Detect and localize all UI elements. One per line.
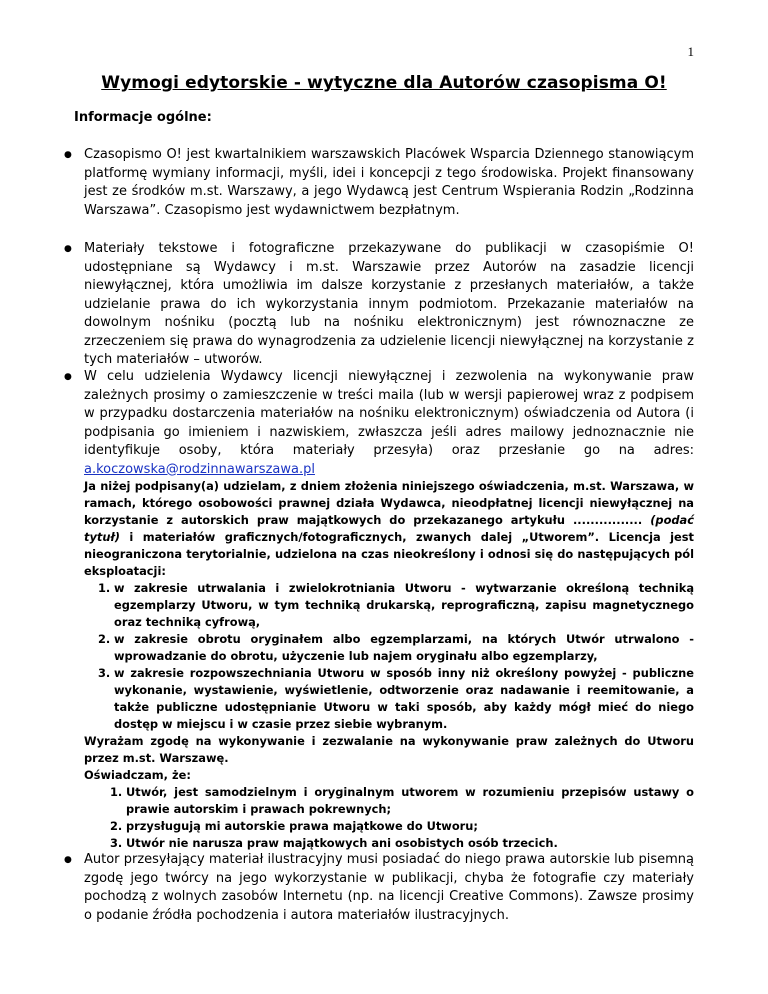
bullet-icon: ● [64, 372, 72, 382]
bullet-icon: ● [64, 150, 72, 160]
list-item-text: w zakresie utrwalania i zwielokrotniania Utworu - wytwarzanie określoną techniką egzemplarzy Utworu, w tym techniką drukarską, reprograficzną, zapisu magnetycznego oraz techniką cyfrową, [114, 581, 694, 629]
title-placeholder: (podać tytuł) [84, 513, 694, 544]
bullet-item-3 [64, 368, 694, 479]
list-item [84, 665, 694, 733]
bullet-text-4: Autor przesyłający materiał ilustracyjny musi posiadać do niego prawa autorskie lub pisemną zgodę jego twórcy na jego wykorzystanie w publikacji, chyba że fotografie czy materiały pochodzą z wolnych zasobów Internetu (np. na licencji Creative Commons). Zawsze prosimy o podanie źródła pochodzenia i autora materiałów ilustracyjnych. [84, 852, 694, 923]
email-link-line [74, 461, 694, 480]
bullet-item-2 [64, 240, 694, 370]
list-item [84, 818, 694, 835]
list-item-text: Utwór nie narusza praw majątkowych ani osobistych osób trzecich. [126, 836, 558, 850]
list-number: 2. [98, 632, 111, 646]
bullet-text-2: Materiały tekstowe i fotograficzne przekazywane do publikacji w czasopiśmie O! udostępniane są Wydawcy i m.st. Warszawie przez Autorów na zasadzie licencji niewyłącznej, która umożliwia im dalsze korzystanie z przesłanych materiałów, a także udzielanie prawa do ich wykorzystania innym podmiotom. Przekazanie materiałów na dowolnym nośniku (pocztą lub na nośniku elektronicznym) jest równoznaczne ze zrzeczeniem się prawa do wynagrodzenia za udzielenie licencji niewyłącznej na korzystanie z tych materiałów – utworów. [84, 241, 694, 367]
list-item-text: w zakresie rozpowszechniania Utworu w sposób inny niż określony powyżej - publiczne wykonanie, wystawienie, wyświetlenie, odtworzenie oraz nadawanie i reemitowanie, a także publiczne udostępnianie Utworu w taki sposób, aby każdy mógł mieć do niego dostęp w miejscu i w czasie przez siebie wybranym. [114, 666, 694, 731]
statements-list [84, 784, 694, 852]
list-item-text: Utwór, jest samodzielnym i oryginalnym utworem w rozumieniu przepisów ustawy o prawie autorskim i prawach pokrewnych; [126, 785, 694, 816]
bullet-item-1 [64, 146, 694, 220]
bullet-text-3: W celu udzielenia Wydawcy licencji niewyłącznej i zezwolenia na wykonywanie praw zależnych prosimy o zamieszczenie w treści maila (lub w wersji papierowej wraz z podpisem w przypadku dostarczenia materiałów na nośniku elektronicznym) oświadczenia od Autora (i podpisania go imieniem i nazwiskiem, zwłaszcza jeśli adres mailowy jednoznacznie nie identyfikuje osoby, która materiały przesyła) oraz przesłanie go na adres: [84, 369, 694, 458]
declaration-intro [84, 478, 694, 580]
section-heading: Informacje ogólne: [74, 110, 212, 125]
list-item [84, 631, 694, 665]
list-item [84, 835, 694, 852]
list-number: 2. [110, 819, 123, 833]
document-title: Wymogi edytorskie - wytyczne dla Autorów czasopisma O! [101, 73, 667, 93]
declaration-intro-continued: i materiałów graficznych/fotograficznych, zwanych dalej „Utworem”. Licencja jest nieograniczona terytorialnie, udzielona na czas nieokreślony i odnosi się do następujących pól eksploatacji: [84, 530, 694, 578]
declaration-intro-text: Ja niżej podpisany(a) udzielam, z dniem złożenia niniejszego oświadczenia, m.st. Warszawa, w ramach, którego osobowości prawnej działa Wydawca, nieodpłatnej licencji niewyłącznej na korzystanie z autorskich praw majątkowych do przekazanego artykułu ................ [84, 479, 694, 527]
list-item [84, 784, 694, 818]
list-item-text: w zakresie obrotu oryginałem albo egzemplarzami, na których Utwór utrwalono - wprowadzanie do obrotu, użyczenie lub najem oryginału albo egzemplarzy, [114, 632, 694, 663]
page-number: 1 [687, 44, 694, 59]
list-number: 3. [110, 836, 123, 850]
exploitation-fields-list [84, 580, 694, 733]
list-item-text: przysługują mi autorskie prawa majątkowe do Utworu; [126, 819, 478, 833]
list-number: 3. [98, 666, 111, 680]
list-number: 1. [110, 785, 123, 799]
list-item [84, 580, 694, 631]
bullet-text-1: Czasopismo O! jest kwartalnikiem warszawskich Placówek Wsparcia Dziennego stanowiącym platformę wymiany informacji, myśli, idei i koncepcji z tego środowiska. Projekt finansowany jest ze środków m.st. Warszawy, a jego Wydawcą jest Centrum Wspierania Rodzin „Rodzinna Warszawa”. Czasopismo jest wydawnictwem bezpłatnym. [84, 147, 694, 218]
declaration-block [84, 478, 694, 852]
consent-text: Wyrażam zgodę na wykonywanie i zezwalanie na wykonywanie praw zależnych do Utworu przez m.st. Warszawę. [84, 734, 694, 765]
statement-heading: Oświadczam, że: [84, 768, 191, 782]
email-link[interactable]: a.koczowska@rodzinnawarszawa.pl [84, 461, 315, 477]
list-number: 1. [98, 581, 111, 595]
bullet-item-4 [64, 851, 694, 925]
bullet-icon: ● [64, 855, 72, 865]
bullet-icon: ● [64, 244, 72, 254]
